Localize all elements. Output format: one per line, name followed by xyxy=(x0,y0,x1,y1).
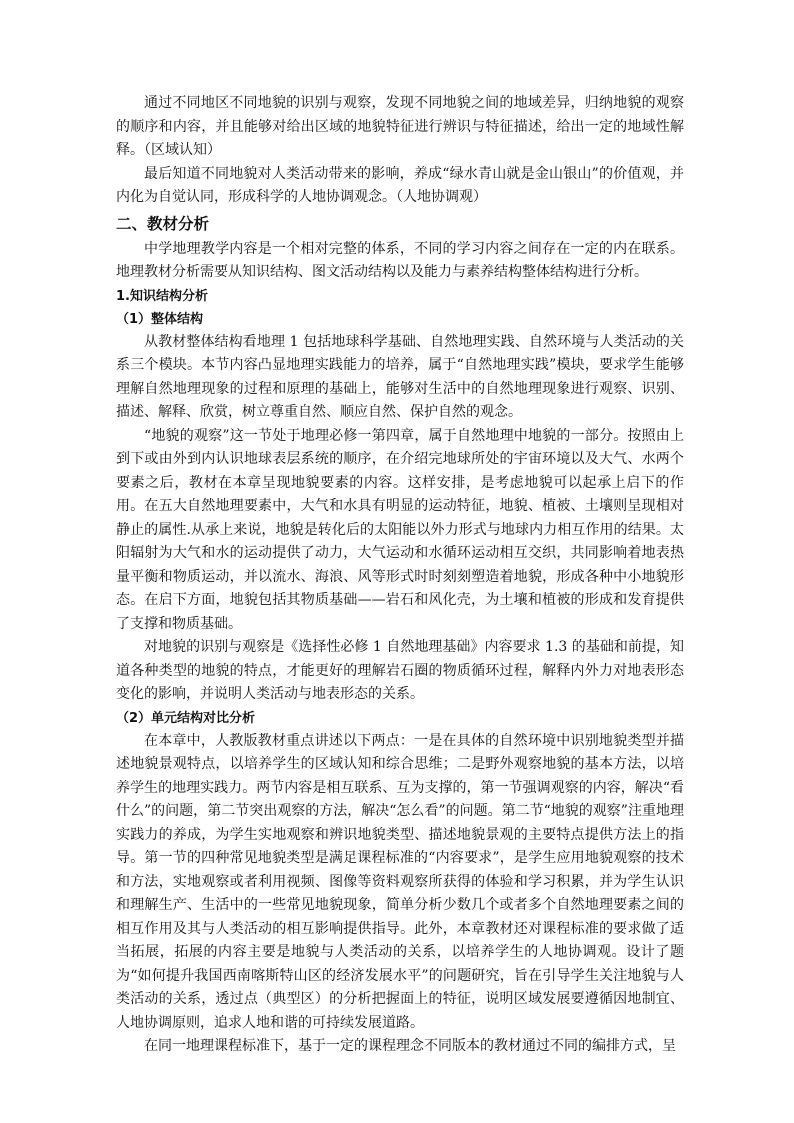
paragraph-content-system: 中学地理教学内容是一个相对完整的体系，不同的学习内容之间存在一定的内在联系。地理教材分析需要从知识结构、图文活动结构以及能力与素养结构整体结构进行分析。 xyxy=(116,240,684,280)
paragraph-overall-structure: 从教材整体结构看地理 1 包括地球科学基础、自然地理实践、自然环境与人类活动的关系三个模块。本节内容凸显地理实践能力的培养，属于“自然地理实践”模块，要求学生能够理解自然地理现象的过程和原理的基础上，能够对生活中的自然地理现象进行观察、识别、描述、解释、欣赏，树立尊重自然、顺应自然、保护自然的观念。 xyxy=(116,333,684,420)
section-heading-textbook-analysis: 二、教材分析 xyxy=(116,214,210,233)
paragraph-recognition-basis: 对地貌的识别与观察是《选择性必修 1 自然地理基础》内容要求 1.3 的基础和前提，知道各种类型的地貌的特点，才能更好的理解岩石圈的物质循环过程，解释内外力对地表形态变化的影响，并说明人类活动与地表形态的关系。 xyxy=(116,639,684,702)
paragraph-curriculum-standard: 在同一地理课程标准下，基于一定的课程理念不同版本的教材通过不同的编排方式，呈 xyxy=(144,1038,676,1054)
paragraph-human-land: 最后知道不同地貌对人类活动带来的影响，养成“绿水青山就是金山银山”的价值观，并内化为自觉认同，形成科学的人地协调观念。（人地协调观） xyxy=(116,165,684,205)
paragraph-landform-observation: “地貌的观察”这一节处于地理必修一第四章，属于自然地理中地貌的一部分。按照由上到下或由外到内认识地球表层系统的顺序，在介绍完地球所处的宇宙环境以及大气、水两个要素之后，教材在本章呈现地貌要素的内容。这样安排，是考虑地貌可以起承上启下的作用。在五大自然地理要素中，大气和水具有明显的运动特征，地貌、植被、土壤则呈现相对静止的属性.从承上来说，地貌是转化后的太阳能以外力形式与地球内力相互作用的结果。太阳辐射为大气和水的运动提供了动力，大气运动和水循环运动相互交织，共同影响着地表热量平衡和物质运动，并以流水、海浪、风等形式时时刻刻塑造着地貌，形成各种中小地貌形态。在启下方面，地貌包括其物质基础——岩石和风化壳，为土壤和植被的形成和发育提供了支撑和物质基础。 xyxy=(116,427,684,632)
paragraph-unit-comparison: 在本章中，人教版教材重点讲述以下两点：一是在具体的自然环境中识别地貌类型并描述地貌景观特点，以培养学生的区域认知和综合思维；二是野外观察地貌的基本方法，以培养学生的地理实践力。两节内容是相互联系、互为支撑的，第一节强调观察的内容，解决“看什么”的问题，第二节突出观察的方法，解决“怎么看”的问题。第二节“地貌的观察”注重地理实践力的养成，为学生实地观察和辨识地貌类型、描述地貌景观的主要特点提供方法上的指导。第一节的四种常见地貌类型是满足课程标准的“内容要求”，是学生应用地貌观察的技术和方法，实地观察或者利用视频、图像等资料观察所获得的体验和学习积累，并为学生认识和理解生产、生活中的一些常见地貌现象，简单分析少数几个或者多个自然地理要素之间的相互作用及其与人类活动的相互影响提供指导。此外，本章教材还对课程标准的要求做了适当拓展，拓展的内容主要是地貌与人类活动的关系，以培养学生的人地协调观。设计了题为“如何提升我国西南喀斯特山区的经济发展水平”的问题研究，旨在引导学生关注地貌与人类活动的关系，透过点（典型区）的分析把握面上的特征，说明区域发展要遵循因地制宜、人地协调原则，追求人地和谐的可持续发展道路。 xyxy=(116,732,684,1031)
paragraph-regional-cognition: 通过不同地区不同地貌的识别与观察，发现不同地貌之间的地域差异，归纳地貌的观察的顺序和内容，并且能够对给出区域的地貌特征进行辨识与特征描述，给出一定的地域性解释。（区域认知） xyxy=(116,95,684,158)
document-page xyxy=(116,92,684,1059)
subheading-knowledge-structure: 1.知识结构分析 xyxy=(116,288,208,304)
subheading-overall-structure: （1）整体结构 xyxy=(116,311,204,327)
subheading-unit-comparison: （2）单元结构对比分析 xyxy=(116,710,256,726)
